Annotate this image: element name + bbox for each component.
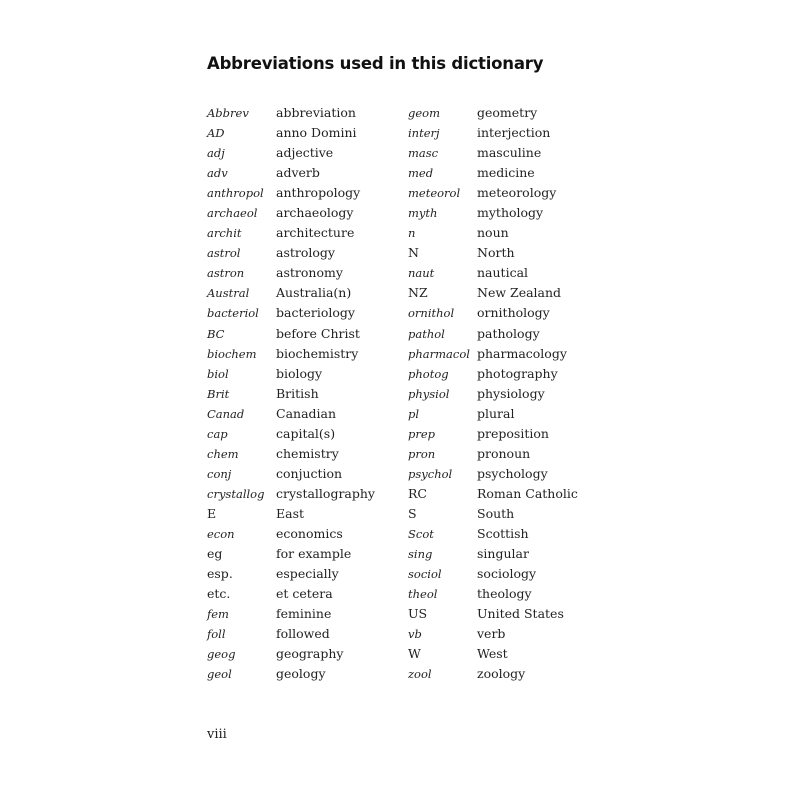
abbreviation-left: Austral — [207, 286, 250, 301]
meaning-left: East — [276, 505, 305, 521]
abbreviation-right: masc — [408, 146, 439, 161]
abbreviation-left: foll — [207, 627, 226, 642]
table-row — [207, 664, 607, 684]
abbreviation-right: pron — [408, 446, 436, 461]
meaning-left: for example — [276, 546, 352, 562]
meaning-right: zoology — [477, 666, 526, 682]
abbreviation-right: S — [408, 505, 417, 521]
abbreviation-left: anthropol — [207, 186, 264, 201]
abbreviation-right: meteorol — [408, 186, 461, 201]
abbreviation-left: adv — [207, 166, 228, 181]
table-row — [207, 263, 607, 283]
meaning-right: Roman Catholic — [477, 485, 578, 501]
abbreviations-table — [207, 103, 607, 684]
meaning-left: especially — [276, 566, 339, 582]
table-row — [207, 243, 607, 263]
abbreviation-right: theol — [408, 587, 438, 602]
meaning-left: biology — [276, 365, 323, 381]
meaning-left: Canadian — [276, 405, 337, 421]
meaning-right: pharmacology — [477, 345, 567, 361]
abbreviation-right: W — [408, 646, 421, 662]
meaning-left: Australia(n) — [276, 285, 352, 301]
table-row — [207, 424, 607, 444]
meaning-left: archaeology — [276, 205, 354, 221]
meaning-left: adjective — [276, 145, 334, 161]
table-row — [207, 303, 607, 323]
meaning-right: masculine — [477, 145, 542, 161]
meaning-right: pronoun — [477, 445, 531, 461]
meaning-left: conjuction — [276, 465, 343, 481]
abbreviation-right: pl — [408, 406, 420, 421]
meaning-left: anthropology — [276, 185, 361, 201]
table-row — [207, 404, 607, 424]
meaning-left: British — [276, 385, 319, 401]
meaning-right: mythology — [477, 205, 544, 221]
abbreviation-right: vb — [408, 627, 422, 642]
table-row — [207, 624, 607, 644]
meaning-right: noun — [477, 225, 509, 241]
abbreviation-left: cap — [207, 426, 228, 441]
meaning-left: capital(s) — [276, 425, 336, 441]
table-row — [207, 183, 607, 203]
abbreviation-left: AD — [207, 126, 225, 141]
abbreviation-left: geog — [207, 647, 236, 662]
meaning-right: singular — [477, 546, 529, 562]
meaning-right: photography — [477, 365, 558, 381]
table-row — [207, 464, 607, 484]
meaning-right: ornithology — [477, 305, 550, 321]
meaning-left: followed — [276, 626, 330, 642]
abbreviation-left: adj — [207, 146, 225, 161]
abbreviation-left: E — [207, 505, 217, 521]
table-row — [207, 584, 607, 604]
meaning-left: et cetera — [276, 586, 333, 602]
abbreviation-right: N — [408, 245, 419, 261]
abbreviation-left: conj — [207, 466, 232, 481]
meaning-left: geography — [276, 646, 344, 662]
meaning-right: West — [477, 646, 508, 662]
page-number: viii — [207, 727, 227, 742]
table-row — [207, 324, 607, 344]
meaning-left: economics — [276, 525, 343, 541]
abbreviation-right: physiol — [408, 386, 450, 401]
table-row — [207, 163, 607, 183]
table-row — [207, 203, 607, 223]
meaning-right: interjection — [477, 125, 551, 141]
abbreviation-left: astron — [207, 266, 245, 281]
meaning-left: crystallography — [276, 485, 375, 501]
meaning-left: bacteriology — [276, 305, 355, 321]
table-row — [207, 344, 607, 364]
abbreviation-right: NZ — [408, 285, 428, 301]
abbreviation-left: esp. — [207, 566, 233, 582]
table-row — [207, 223, 607, 243]
meaning-right: verb — [477, 626, 506, 642]
table-row — [207, 364, 607, 384]
abbreviation-left: geol — [207, 667, 232, 682]
table-row — [207, 504, 607, 524]
abbreviation-right: n — [408, 226, 416, 241]
abbreviation-right: sociol — [408, 567, 442, 582]
table-row — [207, 283, 607, 303]
meaning-right: geometry — [477, 105, 538, 120]
meaning-left: anno Domini — [276, 125, 357, 141]
meaning-right: sociology — [477, 566, 537, 582]
abbreviation-left: Abbrev — [207, 106, 249, 120]
abbreviation-left: eg — [207, 546, 223, 562]
table-row — [207, 103, 607, 123]
meaning-right: nautical — [477, 265, 529, 281]
table-row — [207, 444, 607, 464]
meaning-right: medicine — [477, 165, 535, 181]
abbreviation-left: etc. — [207, 586, 231, 602]
abbreviation-right: sing — [408, 547, 433, 562]
abbreviation-right: psychol — [408, 466, 453, 481]
abbreviation-right: geom — [408, 106, 440, 120]
abbreviation-right: US — [408, 606, 428, 622]
abbreviation-right: prep — [408, 426, 436, 441]
abbreviation-left: Canad — [207, 406, 245, 421]
table-row — [207, 384, 607, 404]
meaning-right: meteorology — [477, 185, 557, 201]
abbreviation-left: bacteriol — [207, 306, 259, 321]
abbreviation-left: BC — [207, 326, 225, 341]
meaning-right: South — [477, 505, 515, 521]
abbreviation-right: pathol — [408, 326, 445, 341]
abbreviation-right: Scot — [408, 526, 434, 541]
abbreviation-right: pharmacol — [408, 346, 470, 361]
abbreviation-left: fem — [207, 607, 229, 622]
meaning-right: United States — [477, 606, 564, 622]
abbreviation-right: zool — [408, 667, 432, 682]
meaning-left: astrology — [276, 245, 335, 261]
abbreviation-right: myth — [408, 206, 438, 221]
table-row — [207, 544, 607, 564]
table-row — [207, 604, 607, 624]
meaning-left: astronomy — [276, 265, 343, 281]
meaning-left: biochemistry — [276, 345, 359, 361]
abbreviation-left: biochem — [207, 346, 257, 361]
meaning-left: adverb — [276, 165, 320, 181]
meaning-left: architecture — [276, 225, 355, 241]
table-row — [207, 123, 607, 143]
table-row — [207, 143, 607, 163]
abbreviation-left: archaeol — [207, 206, 258, 221]
meaning-right: Scottish — [477, 525, 529, 541]
abbreviation-right: med — [408, 166, 434, 181]
meaning-left: chemistry — [276, 445, 339, 461]
meaning-right: North — [477, 245, 515, 261]
meaning-right: New Zealand — [477, 285, 562, 301]
abbreviation-right: RC — [408, 485, 427, 501]
meaning-right: preposition — [477, 425, 549, 441]
abbreviation-left: biol — [207, 366, 229, 381]
table-row — [207, 644, 607, 664]
abbreviation-left: crystallog — [207, 486, 265, 501]
table-row — [207, 564, 607, 584]
meaning-left: geology — [276, 666, 326, 682]
meaning-right: pathology — [477, 325, 540, 341]
meaning-left: before Christ — [276, 325, 360, 341]
meaning-right: theology — [477, 586, 532, 602]
abbreviation-right: ornithol — [408, 306, 455, 321]
abbreviation-left: archit — [207, 226, 242, 241]
meaning-left: abbreviation — [276, 105, 356, 120]
abbreviation-right: interj — [408, 126, 440, 141]
page-title: Abbreviations used in this dictionary — [207, 54, 544, 73]
abbreviation-left: Brit — [207, 386, 230, 401]
table-row — [207, 484, 607, 504]
abbreviation-left: econ — [207, 526, 235, 541]
meaning-left: feminine — [276, 606, 332, 622]
meaning-right: plural — [477, 405, 515, 421]
abbreviation-left: astrol — [207, 246, 241, 261]
abbreviation-left: chem — [207, 446, 239, 461]
table-row — [207, 524, 607, 544]
meaning-right: psychology — [477, 465, 548, 481]
abbreviation-right: photog — [408, 366, 449, 381]
meaning-right: physiology — [477, 385, 545, 401]
abbreviation-right: naut — [408, 266, 435, 281]
